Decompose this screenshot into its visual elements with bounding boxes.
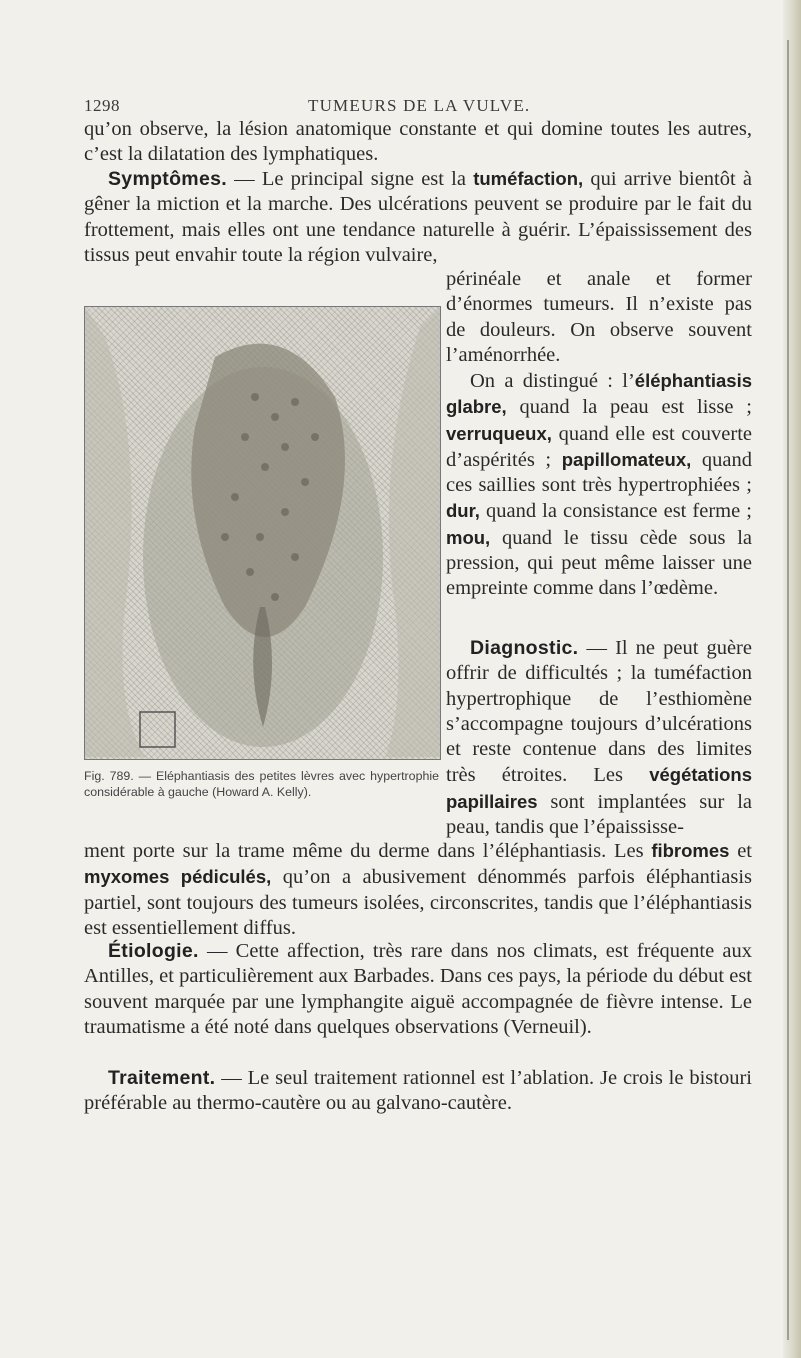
figure-illustration — [84, 306, 441, 760]
etiologie-heading: Étiologie. — [108, 940, 199, 962]
traitement-heading: Traitement. — [108, 1067, 216, 1089]
symptomes-p2-d: quand ces saillies sont très hypertrophiées ; — [446, 448, 752, 497]
term-dur: dur, — [446, 500, 480, 522]
diagnostic-text-a: — Il ne peut guère offrir de difficultés ; la tuméfaction hypertrophique de l’esthiomène s’accompagne toujours d’ulcérations et reste contenue dans des limites très étroites. Les — [446, 637, 752, 787]
symptomes-paragraph-1 — [84, 166, 752, 268]
diagnostic-heading: Diagnostic. — [470, 637, 579, 659]
etiologie-text: — Cette affection, très rare dans nos climats, est fréquente aux Antilles, et particulièrement aux Barbades. Dans ces pays, la période du début est souvent marquée par une lymphangite aiguë accompagnée de fièvre intense. Le traumatisme a été noté dans quelques observations (Verneuil). — [84, 940, 752, 1038]
symptomes-heading: Symptômes. — [108, 168, 227, 190]
traitement-text: — Le seul traitement rationnel est l’ablation. Je crois le bistouri préférable au thermo-cautère ou au galvano-cautère. — [84, 1067, 752, 1115]
term-papillomateux: papillomateux, — [561, 448, 692, 470]
figure-caption: Fig. 789. — Eléphantiasis des petites lèvres avec hypertrophie considérable à gauche (Howard A. Kelly). — [84, 769, 439, 799]
symptomes-text-b: qui arrive bientôt à gêner la miction et la marche. Des ulcérations peuvent se produire par le fait du frottement, mais elles ont une tendance naturelle à guérir. L’épaississement des tissus peut envahir toute la région vulvaire, — [84, 168, 752, 266]
term-glabre: éléphantiasis glabre, — [446, 370, 752, 418]
term-verruqueux: verruqueux, — [446, 422, 552, 444]
traitement-paragraph — [84, 1066, 752, 1117]
symptomes-p2-a: On a distingué : l’ — [470, 370, 635, 392]
intro-paragraph — [84, 117, 752, 168]
symptomes-p2-b: quand la peau est lisse ; — [506, 396, 752, 419]
running-head: TUMEURS DE LA VULVE. — [308, 96, 531, 115]
symptomes-text-a: — Le principal signe est la — [226, 168, 474, 190]
symptomes-p2-f: quand le tissu cède sous la pression, qui peut même laisser une empreinte comme dans l’œdème. — [446, 526, 752, 600]
term-vegetations: végétations papillaires — [446, 764, 752, 812]
term-fibromes: fibromes — [651, 840, 730, 861]
diagnostic-text-e: qu’on a abusivement dénommés parfois éléphantiasis partiel, sont toujours des tumeurs isolées, circonscrites, tandis que l’éléphantiasis est essentiellement diffus. — [84, 866, 752, 939]
symptomes-p2-c: quand elle est couverte d’aspérités ; — [446, 422, 752, 471]
term-myxomes: myxomes pédiculés, — [84, 866, 272, 888]
symptomes-p2-e: quand la consistance est ferme ; — [479, 500, 752, 523]
diagnostic-text-b: sont implantées sur la peau, tandis que l’épaississe- — [446, 790, 752, 839]
etiologie-paragraph — [84, 939, 752, 1040]
diagnostic-text-c: ment porte sur la trame même du derme dans l’éléphantiasis. Les — [84, 840, 652, 862]
diagnostic-paragraph-cont — [84, 838, 752, 941]
symptomes-term-tumefaction: tuméfaction, — [473, 168, 584, 189]
symptomes-text-c: périnéale et anale et former d’énormes tumeurs. Il n’existe pas de douleurs. On observe souvent l’aménorrhée. — [446, 268, 752, 366]
term-mou: mou, — [446, 526, 491, 548]
intro-text: qu’on observe, la lésion anatomique constante et qui domine toutes les autres, c’est la dilatation des lymphatiques. — [84, 118, 752, 166]
page-edge — [783, 0, 801, 1358]
figure-drawing — [85, 307, 440, 759]
diagnostic-text-d: et — [729, 840, 753, 862]
symptomes-paragraph-2 — [446, 368, 752, 602]
page-edge-line — [787, 40, 789, 1340]
symptomes-paragraph-1-cont — [84, 267, 752, 368]
diagnostic-paragraph — [446, 636, 752, 840]
page-number: 1298 — [84, 96, 120, 115]
